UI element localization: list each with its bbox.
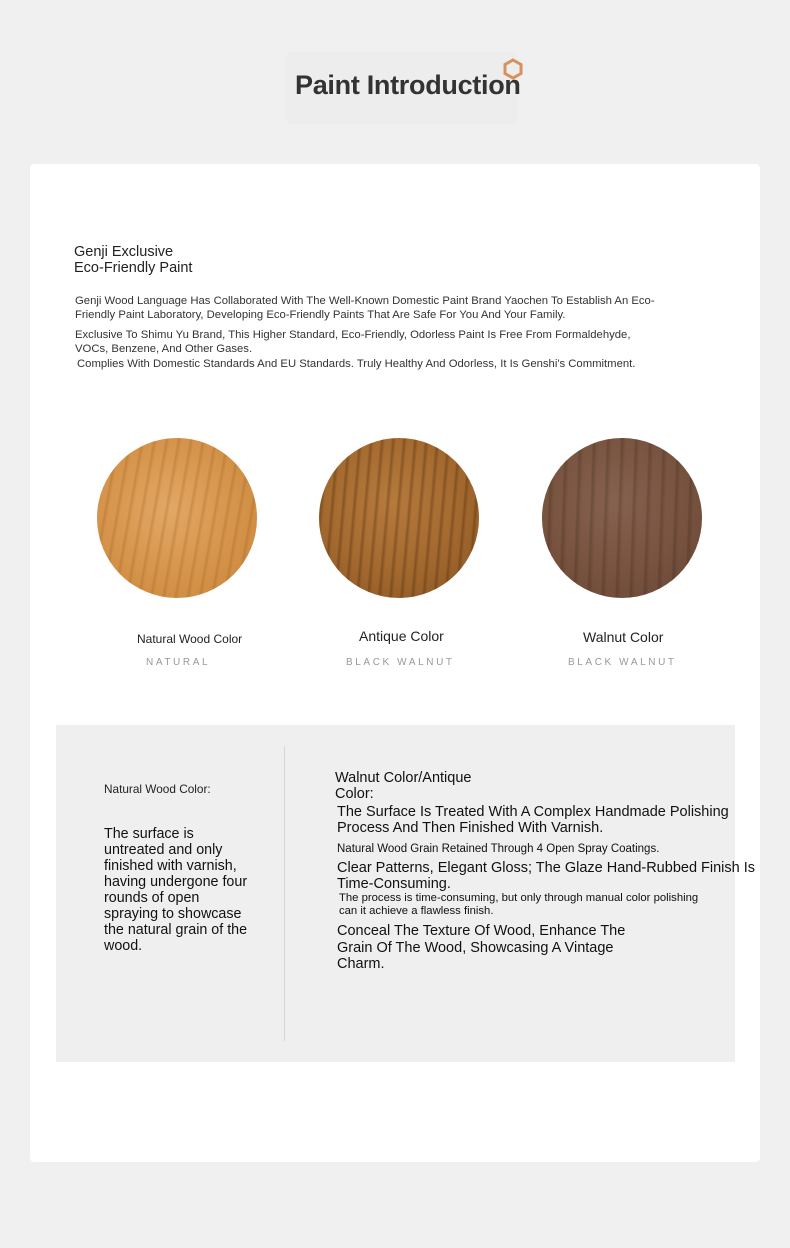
hexagon-icon [502,58,524,80]
walnut-swatch [542,438,702,598]
color-name-natural: Natural Wood Color [137,632,243,646]
intro-paragraph-2: Exclusive To Shimu Yu Brand, This Higher Standard, Eco-Friendly, Odorless Paint Is Free From Formaldehyde, VOCs, Benzene, And Other Gases. [75,329,631,355]
walnut-detail-1: The Surface Is Treated With A Complex Handmade Polishing Process And Then Finished With Varnish. [337,804,729,836]
color-name-antique: Antique Color [359,628,444,644]
antique-swatch [319,438,479,598]
walnut-details-label: Walnut Color/Antique Color: [335,770,472,802]
walnut-detail-2: Natural Wood Grain Retained Through 4 Open Spray Coatings. [337,843,660,855]
subtitle-line-2: Eco-Friendly Paint [74,260,193,276]
natural-details-label: Natural Wood Color: [104,782,211,796]
panel-divider [284,746,285,1041]
content-card [30,164,760,1162]
subtitle-line-1: Genji Exclusive [74,244,174,260]
intro-paragraph-1: Genji Wood Language Has Collaborated With The Well-Known Domestic Paint Brand Yaochen To Establish An Eco-Friendly Paint Laboratory, Developing Eco-Friendly Paints That Are Safe For You And Your Family. [75,295,655,321]
color-name-walnut: Walnut Color [583,629,664,645]
natural-wood-swatch [97,438,257,598]
walnut-detail-5: Conceal The Texture Of Wood, Enhance The Grain Of The Wood, Showcasing A Vintage Charm. [337,923,626,972]
natural-details-text: The surface is untreated and only finished with varnish, having undergone four rounds of open spraying to showcase the natural grain of the wood. [104,826,248,954]
color-code-antique: BLACK WALNUT [346,657,455,668]
color-code-walnut: BLACK WALNUT [568,657,677,668]
color-code-natural: NATURAL [146,657,211,668]
intro-paragraph-3: Complies With Domestic Standards And EU Standards. Truly Healthy And Odorless, It Is Genshi's Commitment. [77,358,636,370]
section-subtitle [74,244,192,276]
page-title: Paint Introduction [295,70,521,100]
walnut-detail-3: Clear Patterns, Elegant Gloss; The Glaze Hand-Rubbed Finish Is Time-Consuming. [337,860,756,892]
details-panel [56,725,756,1062]
walnut-detail-4: The process is time-consuming, but only through manual color polishing can it achieve a flawless finish. [339,892,699,917]
